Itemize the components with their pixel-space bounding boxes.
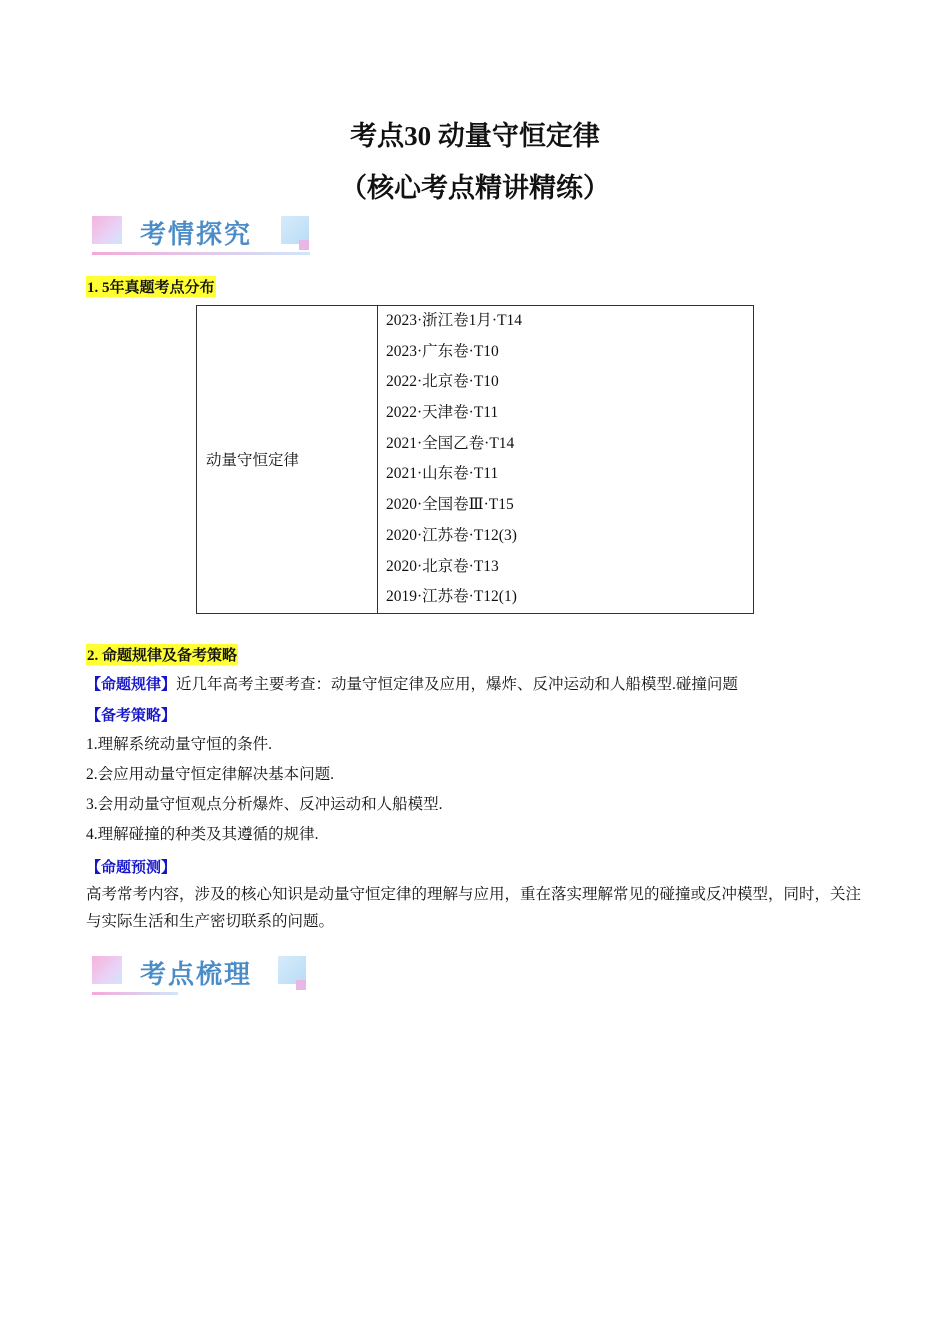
exam-entry: 2020·江苏卷·T12(3): [386, 526, 517, 544]
page-subtitle: （核心考点精讲精练）: [340, 173, 610, 203]
banner-decoration: [296, 980, 306, 990]
exam-entry: 2022·天津卷·T11: [386, 404, 499, 422]
forecast-label-line: [86, 857, 176, 878]
section-banner-key-points: [88, 954, 318, 1000]
banner-label: 考情探究: [140, 220, 253, 250]
exam-entry: 2023·浙江卷1月·T14: [386, 312, 523, 329]
exam-entry: 2019·江苏卷·T12(1): [386, 588, 517, 606]
strategy-item: 3.会用动量守恒观点分析爆炸、反冲运动和人船模型.: [86, 796, 443, 813]
exam-entry: 2021·山东卷·T11: [386, 465, 499, 483]
rule-label: 【命题规律】: [86, 675, 177, 693]
strategy-item: 2.会应用动量守恒定律解决基本问题.: [86, 766, 335, 783]
strategy-item: 1.理解系统动量守恒的条件.: [86, 736, 273, 753]
rule-paragraph: [86, 674, 738, 695]
section-heading-distribution: 1. 5年真题考点分布: [86, 276, 216, 297]
entries-cell: [378, 306, 754, 614]
banner-decoration: [92, 956, 122, 984]
topic-cell: 动量守恒定律: [197, 306, 378, 614]
forecast-label: 【命题预测】: [86, 858, 177, 876]
strategy-label-line: [86, 705, 176, 726]
page-title: 考点30 动量守恒定律: [350, 121, 600, 151]
strategy-item: 4.理解碰撞的种类及其遵循的规律.: [86, 826, 319, 843]
banner-decoration: [92, 216, 122, 244]
exam-entry: 2020·北京卷·T13: [386, 557, 499, 575]
exam-entry: 2021·全国乙卷·T14: [386, 434, 515, 452]
banner-decoration: [299, 240, 309, 250]
strategy-label: 【备考策略】: [86, 706, 177, 724]
exam-distribution-table: [196, 305, 754, 614]
banner-underline: [92, 252, 310, 255]
section-banner-exam-analysis: [88, 214, 318, 260]
section-heading-strategy: 2. 命题规律及备考策略: [86, 644, 238, 665]
exam-entry: 2020·全国卷Ⅲ·T15: [386, 496, 514, 514]
banner-label: 考点梳理: [140, 960, 253, 990]
banner-underline: [92, 992, 178, 995]
exam-entry: 2022·北京卷·T10: [386, 373, 499, 391]
exam-entry: 2023·广东卷·T10: [386, 342, 499, 360]
forecast-text: 高考常考内容，涉及的核心知识是动量守恒定律的理解与应用，重在落实理解常见的碰撞或反冲模型，同时，关注与实际生活和生产密切联系的问题。: [86, 886, 862, 930]
rule-text: 近几年高考主要考查：动量守恒定律及应用，爆炸、反冲运动和人船模型.碰撞问题: [176, 676, 738, 693]
